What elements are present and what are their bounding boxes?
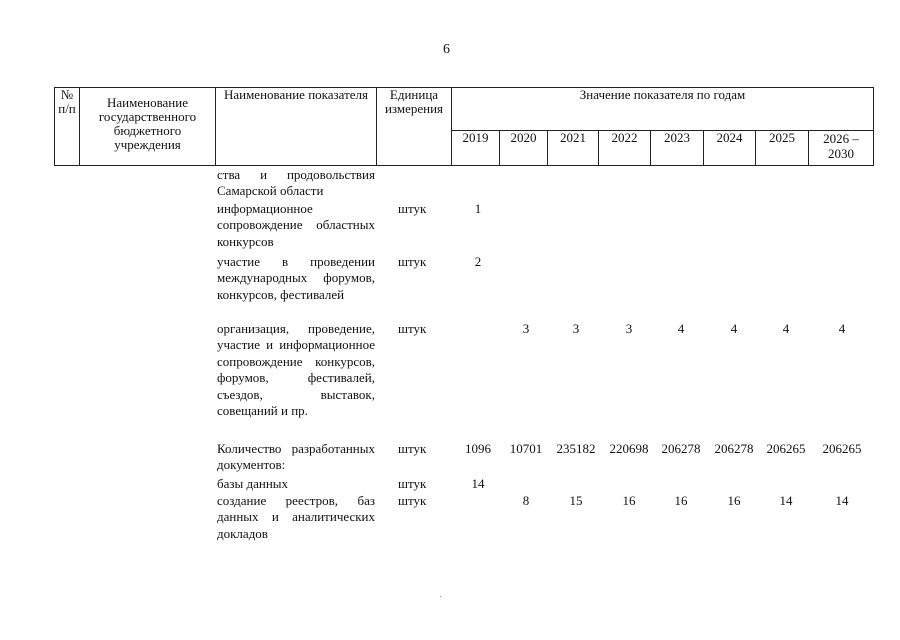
year-cell: 2026 – 2030	[809, 131, 874, 166]
indicator-name: базы данных	[217, 476, 289, 491]
value-cell: 206265	[822, 441, 862, 456]
value-cell: 14	[835, 493, 849, 508]
indicator-name: ства и продовольствия Самарской области	[217, 167, 375, 199]
header-values: Значение показателя по годам	[452, 88, 874, 131]
header-institution: Наименование государственного бюджетного учреждения	[80, 88, 216, 166]
value-cell: 206278	[714, 441, 754, 456]
value-cell: 1	[474, 201, 482, 216]
unit-cell: штук	[398, 201, 427, 216]
value-cell: 16	[622, 493, 636, 508]
value-cell: 235182	[556, 441, 596, 456]
value-cell: 206278	[661, 441, 701, 456]
year-cell: 2022	[599, 131, 651, 166]
indicator-name: участие в проведении международных форумов, конкурсов, фестивалей	[217, 254, 375, 302]
unit-cell: штук	[398, 476, 427, 491]
indicator-name: организация, проведение, участие и информационное сопровождение конкурсов, форумов, фестивалей, съездов, выставок, совещаний и пр.	[217, 321, 375, 419]
table-header	[54, 87, 874, 166]
header-indicator: Наименование показателя	[216, 88, 377, 166]
value-cell: 8	[522, 493, 530, 508]
unit-cell: штук	[398, 254, 427, 269]
value-cell: 15	[569, 493, 583, 508]
year-cell: 2021	[548, 131, 599, 166]
value-cell: 4	[730, 321, 738, 336]
value-cell: 4	[782, 321, 790, 336]
unit-cell: штук	[398, 493, 427, 508]
year-cell: 2020	[500, 131, 548, 166]
year-cell: 2024	[704, 131, 756, 166]
scan-speck	[440, 596, 441, 597]
value-cell: 220698	[609, 441, 649, 456]
value-cell: 3	[522, 321, 530, 336]
value-cell: 16	[674, 493, 688, 508]
value-cell: 4	[677, 321, 685, 336]
header-num: № п/п	[55, 88, 80, 166]
page-number: 6	[443, 42, 450, 57]
year-cell: 2019	[452, 131, 500, 166]
unit-cell: штук	[398, 321, 427, 336]
unit-cell: штук	[398, 441, 427, 456]
indicator-name: информационное сопровождение областных конкурсов	[217, 201, 375, 249]
value-cell: 3	[625, 321, 633, 336]
value-cell: 3	[572, 321, 580, 336]
indicator-name: создание реестров, баз данных и аналитических докладов	[217, 493, 375, 541]
value-cell: 10701	[509, 441, 543, 456]
value-cell: 206265	[766, 441, 806, 456]
year-cell: 2025	[756, 131, 809, 166]
value-cell: 4	[838, 321, 846, 336]
value-cell: 16	[727, 493, 741, 508]
value-cell: 1096	[465, 441, 491, 456]
indicator-name: Количество разработанных документов:	[217, 441, 375, 473]
value-cell: 14	[779, 493, 793, 508]
header-unit: Единица измерения	[377, 88, 452, 166]
value-cell: 2	[474, 254, 482, 269]
year-cell: 2023	[651, 131, 704, 166]
value-cell: 14	[471, 476, 485, 491]
